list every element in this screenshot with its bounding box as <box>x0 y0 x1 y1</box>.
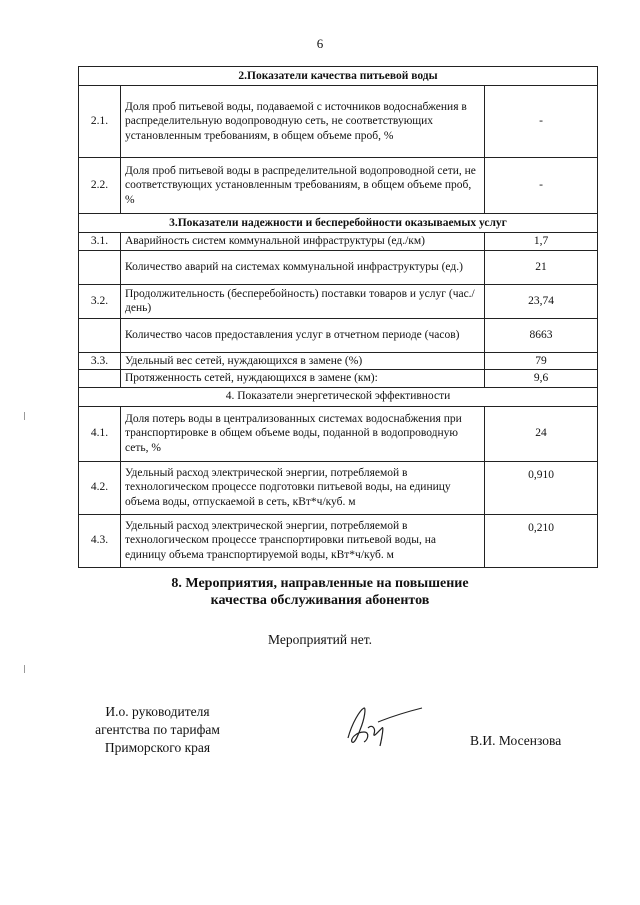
row-value: 21 <box>485 250 598 284</box>
row-number: 3.1. <box>79 233 121 251</box>
row-number: 2.1. <box>79 86 121 158</box>
position-line-1: И.о. руководителя <box>105 704 210 719</box>
row-description: Удельный расход электрической энергии, потребляемой в технологическом процессе транспортировки питьевой воды, на единицу объема транспортируемой воды, кВт*ч/куб. м <box>121 514 485 567</box>
margin-mark <box>24 412 25 420</box>
table-row <box>79 284 598 318</box>
page-number: 6 <box>316 36 324 51</box>
handwritten-signature-icon <box>338 698 428 753</box>
row-value: - <box>485 158 598 214</box>
table-section-header <box>79 214 598 233</box>
table-section-header <box>79 67 598 86</box>
row-number: 3.3. <box>79 352 121 370</box>
row-description: Доля потерь воды в централизованных системах водоснабжения при транспортировке в общем объеме воды, поданной в водопроводную сеть, % <box>121 406 485 461</box>
row-number: 4.2. <box>79 461 121 514</box>
section-8-title-text: 8. Мероприятия, направленные на повышение качества обслуживания абонентов <box>171 576 469 608</box>
table-row <box>79 250 598 284</box>
row-value: 8663 <box>485 318 598 352</box>
table-row <box>79 233 598 251</box>
row-number: 2.2. <box>79 158 121 214</box>
row-number: 4.3. <box>79 514 121 567</box>
table-row <box>79 461 598 514</box>
table-row <box>79 318 598 352</box>
table-row <box>79 406 598 461</box>
row-description: Протяженность сетей, нуждающихся в замене (км): <box>121 370 485 388</box>
row-description: Количество часов предоставления услуг в отчетном периоде (часов) <box>121 318 485 352</box>
section-2-title: 2.Показатели качества питьевой воды <box>79 67 598 86</box>
row-number: 4.1. <box>79 406 121 461</box>
signatory-position <box>70 703 245 757</box>
row-value: 1,7 <box>485 233 598 251</box>
row-value: 79 <box>485 352 598 370</box>
table-section-header <box>79 387 598 406</box>
position-line-2: агентства по тарифам <box>95 722 220 737</box>
row-value: 0,210 <box>485 514 598 567</box>
row-value: - <box>485 86 598 158</box>
signatory-name: В.И. Мосензова <box>470 733 562 748</box>
table-row <box>79 352 598 370</box>
row-number: 3.2. <box>79 284 121 318</box>
row-description: Продолжительность (бесперебойность) поставки товаров и услуг (час./день) <box>121 284 485 318</box>
table-row <box>79 370 598 388</box>
row-value: 23,74 <box>485 284 598 318</box>
table-row <box>79 86 598 158</box>
section-8-title <box>0 575 640 609</box>
section-4-title: 4. Показатели энергетической эффективности <box>79 387 598 406</box>
indicators-table <box>78 66 598 568</box>
table-row <box>79 514 598 567</box>
row-value: 9,6 <box>485 370 598 388</box>
row-description: Аварийность систем коммунальной инфраструктуры (ед./км) <box>121 233 485 251</box>
section-8-text: Мероприятий нет. <box>268 632 372 647</box>
row-description: Удельный расход электрической энергии, потребляемой в технологическом процессе подготовки питьевой воды, на единицу объема воды, отпускаемой в сеть, кВт*ч/куб. м <box>121 461 485 514</box>
position-line-3: Приморского края <box>104 740 211 755</box>
row-description: Удельный вес сетей, нуждающихся в замене (%) <box>121 352 485 370</box>
margin-mark <box>24 665 25 673</box>
row-description: Доля проб питьевой воды в распределительной водопроводной сети, не соответствующих установленным требованиям, в общем объеме проб, % <box>121 158 485 214</box>
row-value: 24 <box>485 406 598 461</box>
row-description: Количество аварий на системах коммунальной инфраструктуры (ед.) <box>121 250 485 284</box>
row-value: 0,910 <box>485 461 598 514</box>
row-description: Доля проб питьевой воды, подаваемой с источников водоснабжения в распределительную водопроводную сеть, не соответствующих установленным требованиям, в общем объеме проб, % <box>121 86 485 158</box>
table-row <box>79 158 598 214</box>
section-3-title: 3.Показатели надежности и бесперебойности оказываемых услуг <box>79 214 598 233</box>
